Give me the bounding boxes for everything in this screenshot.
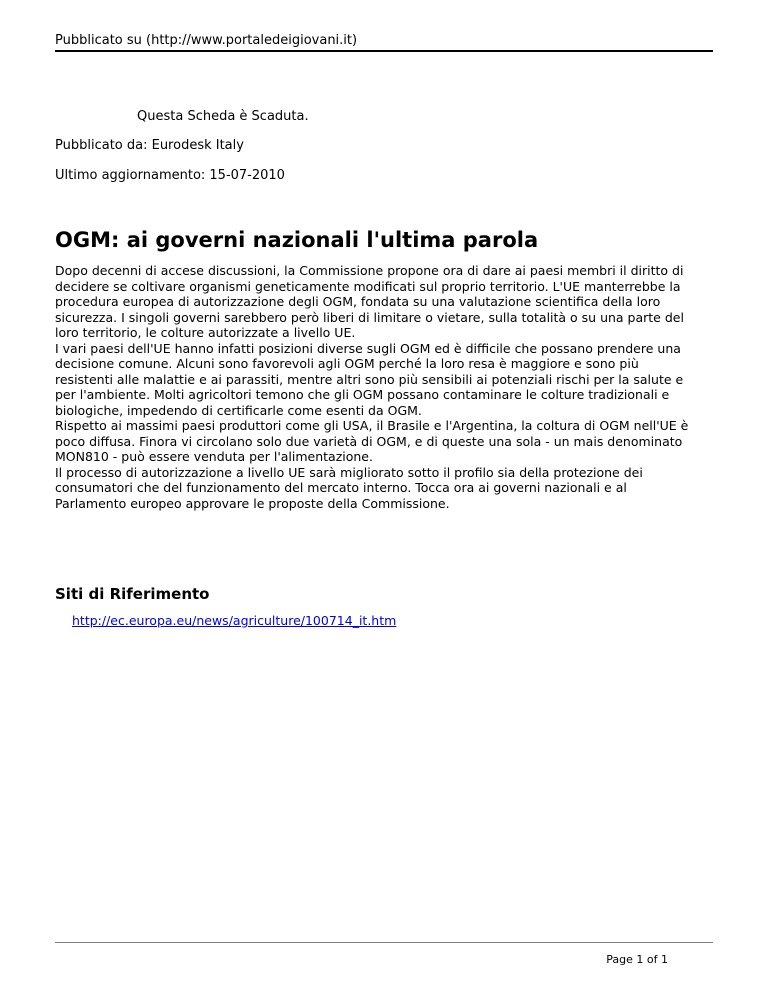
article-line: biologiche, impedendo di certificarle come esenti da OGM. <box>55 402 422 418</box>
page-number: Page 1 of 1 <box>606 953 668 966</box>
footer-divider <box>55 942 713 943</box>
article-line: resistenti alle malattie e ai parassiti, mentre altri sono più sensibili ai potenziali rischi per la salute e <box>55 371 684 387</box>
article-line: sicurezza. I singoli governi sarebbero però liberi di limitare o vietare, sulla totalità o su una parte del <box>55 309 684 325</box>
publisher-line: Pubblicato da: Eurodesk Italy <box>55 138 244 153</box>
article-line: MON810 - può essere venduta per l'alimentazione. <box>55 449 373 464</box>
page-title: OGM: ai governi nazionali l'ultima parola <box>55 228 539 252</box>
expired-notice: Questa Scheda è Scaduta. <box>137 109 309 124</box>
article-line: consumatori che del funzionamento del mercato interno. Tocca ora ai governi nazionali e al <box>55 480 627 495</box>
article-line: Parlamento europeo approvare le proposte della Commissione. <box>55 495 450 511</box>
article-line: procedura europea di autorizzazione degli OGM, fondata su una valutazione scientifica della loro <box>55 294 661 309</box>
header-divider <box>55 50 713 52</box>
article-body <box>55 263 718 511</box>
article-line: decidere se coltivare organismi geneticamente modificati sul proprio territorio. L'UE manterrebbe la <box>55 278 681 294</box>
article-line: Dopo decenni di accese discussioni, la Commissione propone ora di dare ai paesi membri il diritto di <box>55 263 684 278</box>
last-updated-line: Ultimo aggiornamento: 15-07-2010 <box>55 168 285 183</box>
reference-link[interactable]: http://ec.europa.eu/news/agriculture/100714_it.htm <box>72 613 397 628</box>
article-line: poco diffusa. Finora vi circolano solo due varietà di OGM, e di queste una sola - un mais denominato <box>55 433 683 449</box>
article-line: loro territorio, le colture autorizzate a livello UE. <box>55 325 356 340</box>
header-source-line: Pubblicato su (http://www.portaledeigiovani.it) <box>55 33 358 48</box>
article-line: Il processo di autorizzazione a livello UE sarà migliorato sotto il profilo sia della protezione dei <box>55 464 643 480</box>
article-line: Rispetto ai massimi paesi produttori come gli USA, il Brasile e l'Argentina, la coltura di OGM nell'UE è <box>55 418 689 433</box>
article-line: per l'ambiente. Molti agricoltori temono che gli OGM possano contaminare le colture tradizionali e <box>55 387 670 402</box>
references-heading: Siti di Riferimento <box>55 585 210 603</box>
article-line: decisione comune. Alcuni sono favorevoli agli OGM perché la loro resa è maggiore e sono più <box>55 356 639 371</box>
article-line: I vari paesi dell'UE hanno infatti posizioni diverse sugli OGM ed è difficile che possano prendere una <box>55 340 681 356</box>
